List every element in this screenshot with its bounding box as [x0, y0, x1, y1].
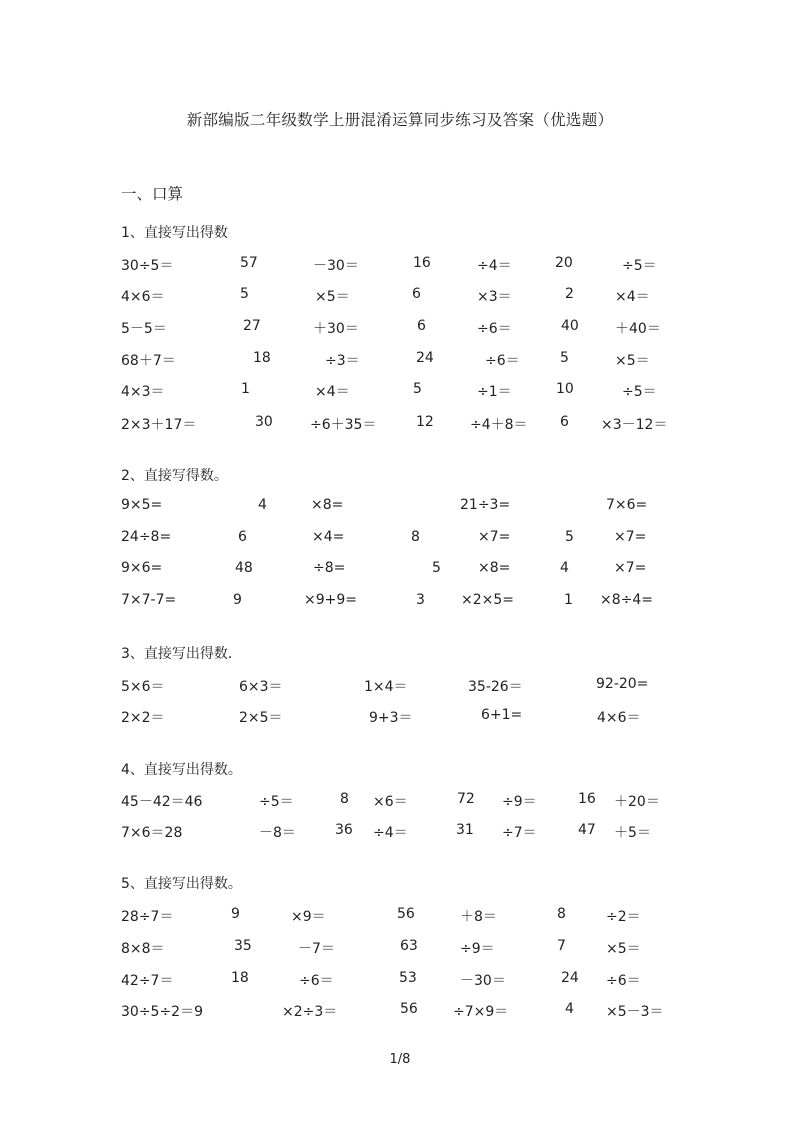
problem-cell: ÷1＝ [477, 384, 512, 400]
problem-cell: 4×3＝ [121, 384, 165, 400]
problem-cell: ÷7＝ [502, 825, 537, 841]
problem-cell: 7×6＝28 [121, 825, 183, 841]
problem-cell: 9×6= [121, 560, 163, 576]
problem-cell: 47 [578, 822, 596, 838]
problem-cell: ×7= [478, 529, 511, 545]
problem-cell: ÷7×9＝ [453, 1004, 509, 1020]
problem-cell: ÷5＝ [259, 794, 294, 810]
problem-cell: ÷5＝ [622, 258, 657, 274]
problem-cell: ＋8＝ [460, 909, 497, 925]
problem-cell: ×2÷3＝ [282, 1004, 338, 1020]
problem-cell: 6 [417, 318, 426, 334]
problem-cell: 5 [240, 286, 249, 302]
problem-cell: －8＝ [259, 825, 296, 841]
problem-cell: ×3－12＝ [601, 417, 668, 433]
problem-cell: ×4= [312, 529, 345, 545]
problem-cell: ×6＝ [373, 794, 408, 810]
problem-cell: 9 [231, 906, 240, 922]
problem-cell: 7 [557, 938, 566, 954]
problem-cell: 56 [400, 1001, 418, 1017]
problem-cell: 4 [560, 560, 569, 576]
problem-cell: 27 [243, 318, 261, 334]
question-heading: 4、直接写出得数。 [121, 762, 242, 778]
problem-cell: ×9＝ [291, 909, 326, 925]
problem-cell: ÷6＋35＝ [310, 417, 377, 433]
problem-cell: 9×5= [121, 497, 163, 513]
problem-cell: －30＝ [313, 258, 359, 274]
problem-cell: 1 [241, 381, 250, 397]
problem-cell: 5 [413, 381, 422, 397]
problem-cell: 4 [258, 497, 267, 513]
problem-cell: 3 [416, 592, 425, 608]
problem-cell: ×5－3＝ [606, 1004, 664, 1020]
problem-cell: ＋20＝ [614, 794, 660, 810]
problem-cell: 30 [255, 414, 273, 430]
question-heading: 3、直接写出得数. [121, 646, 233, 662]
question-heading: 1、直接写出得数 [121, 225, 228, 241]
problem-cell: ÷2＝ [606, 909, 641, 925]
problem-cell: 35 [234, 938, 252, 954]
problem-cell: 36 [335, 822, 353, 838]
problem-cell: 9+3＝ [369, 710, 413, 726]
problem-cell: 30÷5÷2＝9 [121, 1004, 203, 1020]
problem-cell: 6 [560, 414, 569, 430]
problem-cell: ×4＝ [315, 384, 350, 400]
question-heading: 2、直接写得数。 [121, 468, 228, 484]
problem-cell: ×7= [614, 529, 647, 545]
problem-cell: －7＝ [298, 941, 335, 957]
question-heading: 5、直接写出得数。 [121, 876, 242, 892]
problem-cell: 18 [231, 970, 249, 986]
problem-cell: ÷6＝ [485, 353, 520, 369]
problem-cell: 21÷3= [460, 497, 511, 513]
problem-cell: ×4＝ [615, 289, 650, 305]
problem-cell: 40 [561, 318, 579, 334]
problem-cell: ×8÷4= [600, 592, 654, 608]
problem-cell: ÷8= [313, 560, 346, 576]
problem-cell: 7×6= [606, 497, 648, 513]
problem-cell: ÷3＝ [325, 353, 360, 369]
problem-cell: 63 [400, 938, 418, 954]
problem-cell: 4×6＝ [121, 289, 165, 305]
problem-cell: －30＝ [460, 973, 506, 989]
document-title: 新部编版二年级数学上册混淆运算同步练习及答案（优选题） [186, 111, 614, 129]
problem-cell: 2×3＋17＝ [121, 417, 197, 433]
problem-cell: 5 [432, 560, 441, 576]
problem-cell: 53 [399, 970, 417, 986]
problem-cell: ÷6＝ [606, 973, 641, 989]
problem-cell: 1×4＝ [364, 679, 408, 695]
problem-cell: 8 [411, 529, 420, 545]
problem-cell: ÷4＝ [477, 258, 512, 274]
problem-cell: ×3＝ [477, 289, 512, 305]
problem-cell: ×2×5= [461, 592, 515, 608]
problem-cell: 6×3＝ [239, 679, 283, 695]
problem-cell: 45－42＝46 [121, 794, 203, 810]
problem-cell: 28÷7＝ [121, 909, 174, 925]
problem-cell: 24÷8= [121, 529, 172, 545]
problem-cell: 72 [457, 791, 475, 807]
problem-cell: 6 [412, 286, 421, 302]
problem-cell: 16 [413, 255, 431, 271]
problem-cell: 10 [556, 381, 574, 397]
problem-cell: ×9+9= [304, 592, 358, 608]
problem-cell: 31 [456, 822, 474, 838]
problem-cell: 92-20= [596, 676, 649, 692]
problem-cell: 8×8＝ [121, 941, 165, 957]
problem-cell: ＋30＝ [313, 321, 359, 337]
problem-cell: ÷4＝ [373, 825, 408, 841]
problem-cell: ÷6＝ [477, 321, 512, 337]
problem-cell: 48 [235, 560, 253, 576]
problem-cell: 30÷5＝ [121, 258, 174, 274]
problem-cell: 20 [555, 255, 573, 271]
problem-cell: 5 [565, 529, 574, 545]
problem-cell: 42÷7＝ [121, 973, 174, 989]
problem-cell: 7×7-7= [121, 592, 177, 608]
problem-cell: 5×6＝ [121, 679, 165, 695]
problem-cell: 1 [564, 592, 573, 608]
problem-cell: 5 [560, 350, 569, 366]
problem-cell: 56 [397, 906, 415, 922]
problem-cell: 2×5＝ [239, 710, 283, 726]
problem-cell: 2×2＝ [121, 710, 165, 726]
problem-cell: ÷9＝ [502, 794, 537, 810]
problem-cell: ×5＝ [606, 941, 641, 957]
problem-cell: ÷6＝ [299, 973, 334, 989]
problem-cell: 18 [253, 350, 271, 366]
problem-cell: 5－5＝ [121, 321, 167, 337]
problem-cell: ＋5＝ [614, 825, 651, 841]
problem-cell: ×8= [478, 560, 511, 576]
problem-cell: 24 [416, 350, 434, 366]
problem-cell: 9 [233, 592, 242, 608]
problem-cell: 8 [340, 791, 349, 807]
problem-cell: 12 [416, 414, 434, 430]
problem-cell: ×7= [614, 560, 647, 576]
problem-cell: 16 [578, 791, 596, 807]
problem-cell: 4 [565, 1001, 574, 1017]
problem-cell: 6 [238, 529, 247, 545]
problem-cell: ×5＝ [615, 353, 650, 369]
problem-cell: ×8= [311, 497, 344, 513]
problem-cell: ×5＝ [315, 289, 350, 305]
problem-cell: 6+1= [481, 707, 523, 723]
problem-cell: ＋40＝ [615, 321, 661, 337]
problem-cell: ÷4＋8＝ [470, 417, 528, 433]
problem-cell: ÷9＝ [460, 941, 495, 957]
problem-cell: 2 [565, 286, 574, 302]
problem-cell: 68＋7＝ [121, 353, 176, 369]
problem-cell: ÷5＝ [622, 384, 657, 400]
problem-cell: 8 [557, 906, 566, 922]
section-heading: 一、口算 [121, 185, 184, 203]
problem-cell: 35-26＝ [468, 679, 523, 695]
problem-cell: 24 [561, 970, 579, 986]
problem-cell: 4×6＝ [597, 710, 641, 726]
page-number: 1/8 [389, 1052, 411, 1067]
problem-cell: 57 [240, 255, 258, 271]
